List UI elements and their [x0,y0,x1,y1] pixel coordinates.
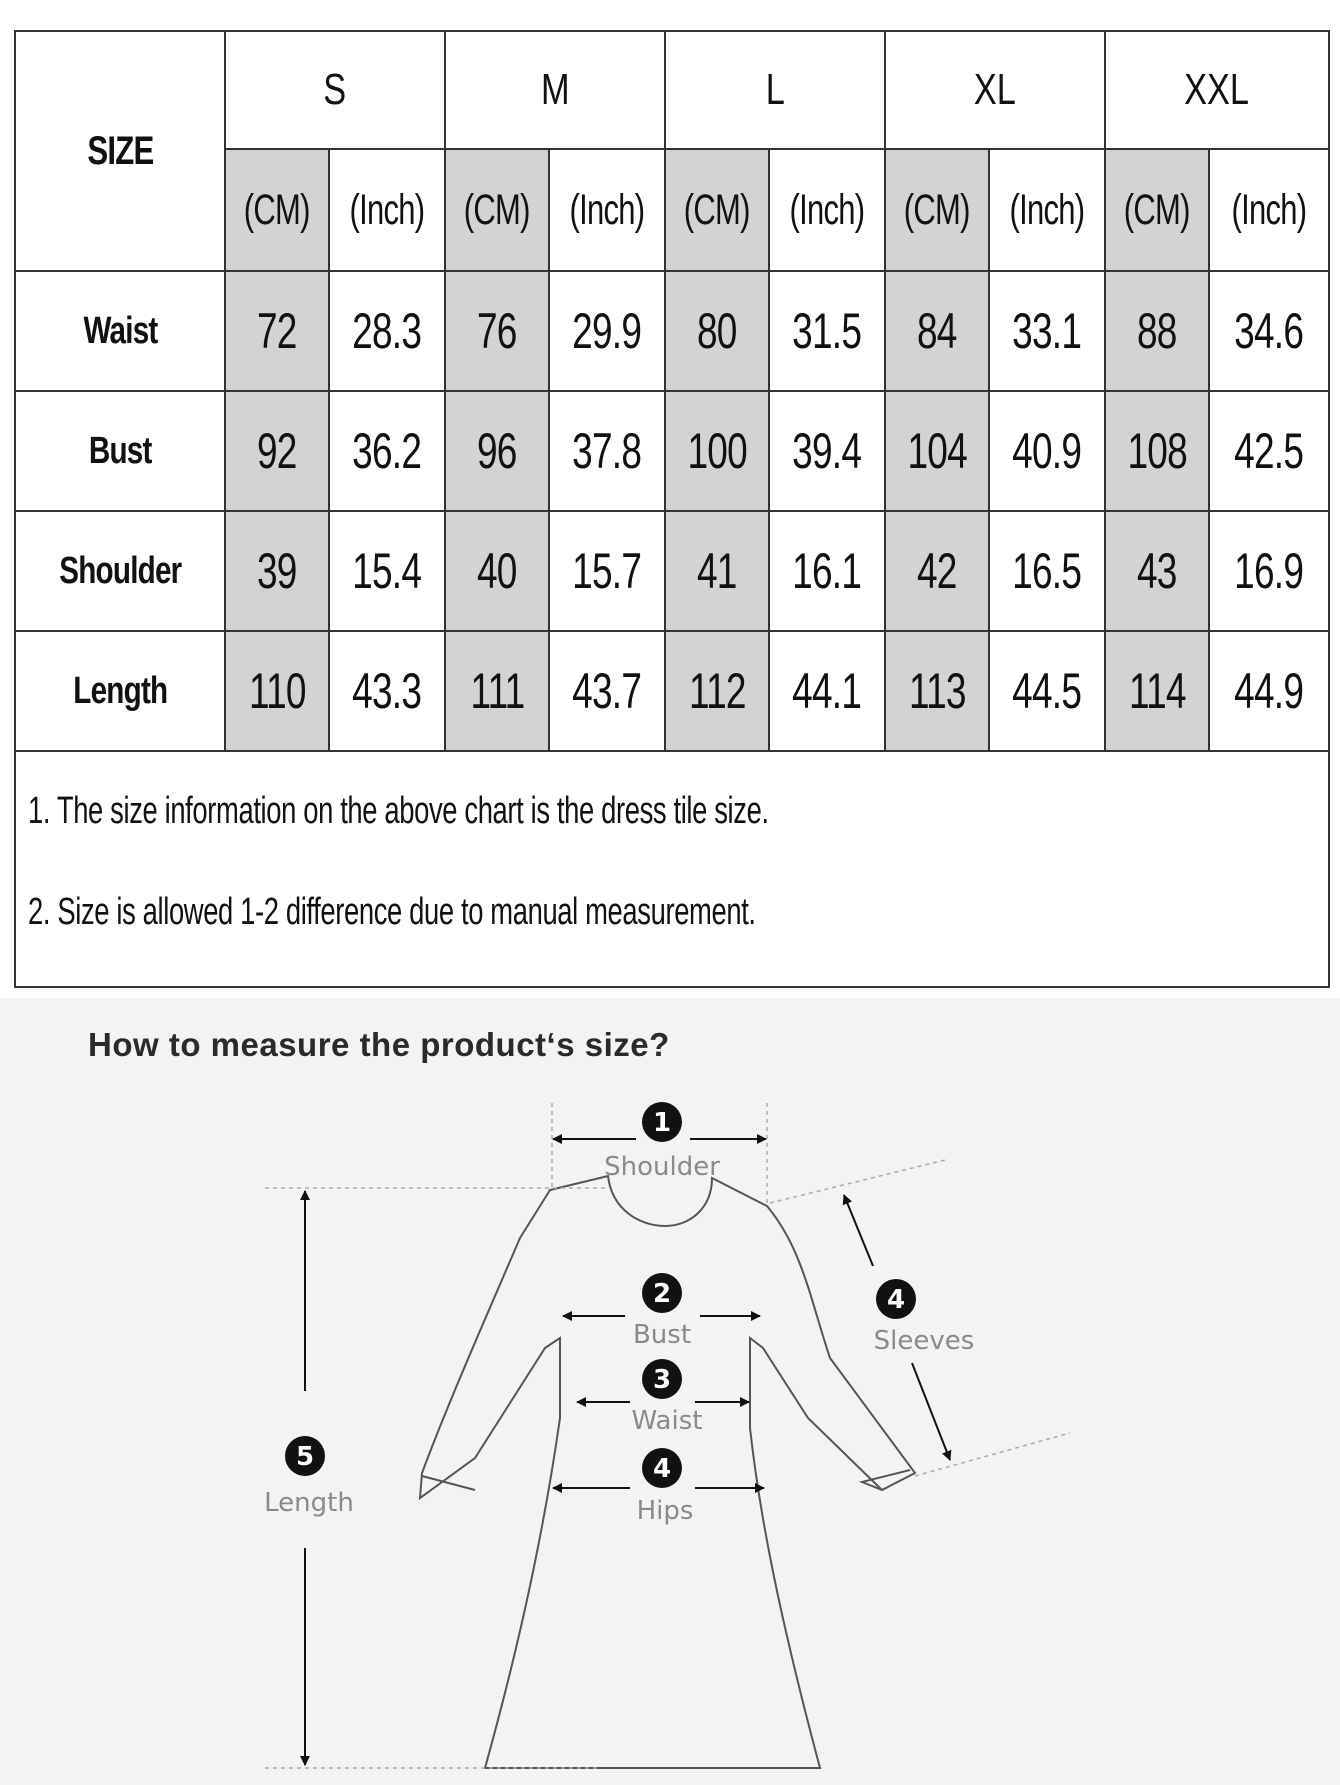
svg-text:5: 5 [295,1442,315,1472]
table-cell: 114 [1105,631,1209,751]
table-row-bust [15,391,1329,511]
unit-cm: (CM) [445,149,549,271]
table-cell: 92 [225,391,329,511]
table-cell: 16.5 [989,511,1105,631]
table-cell: 72 [225,271,329,391]
svg-text:2: 2 [652,1279,672,1309]
table-cell: 42 [885,511,989,631]
svg-text:4: 4 [886,1285,906,1315]
table-cell: 39 [225,511,329,631]
table-cell: 43 [1105,511,1209,631]
waist-marker [632,1359,703,1436]
table-cell: 104 [885,391,989,511]
row-label-cell: Shoulder [15,511,225,631]
unit-cm: (CM) [665,149,769,271]
unit-cm: (CM) [885,149,989,271]
svg-text:Waist: Waist [631,1406,703,1436]
size-header-s: S [225,31,445,149]
size-corner-label: SIZE [86,128,154,173]
table-cell: 43.7 [549,631,665,751]
size-header-xl: XL [885,31,1105,149]
row-label-cell: Length [15,631,225,751]
table-cell: 110 [225,631,329,751]
size-header-row [15,31,1329,149]
table-cell: 40.9 [989,391,1105,511]
svg-text:Length: Length [264,1488,354,1518]
table-row-shoulder [15,511,1329,631]
svg-text:Sleeves: Sleeves [873,1326,975,1356]
table-cell: 34.6 [1209,271,1329,391]
table-cell: 41 [665,511,769,631]
table-cell: 76 [445,271,549,391]
table-cell: 16.1 [769,511,885,631]
table-cell: 40 [445,511,549,631]
measure-guide-panel [0,998,1340,1785]
size-header-l: L [665,31,885,149]
table-cell: 44.5 [989,631,1105,751]
measure-guide-title: How to measure the product‘s size? [88,1026,670,1063]
unit-inch: (Inch) [1209,149,1329,271]
notes-cell [15,751,1329,987]
svg-text:4: 4 [652,1454,672,1484]
svg-text:1: 1 [652,1108,672,1138]
table-cell: 15.7 [549,511,665,631]
table-cell: 113 [885,631,989,751]
table-cell: 108 [1105,391,1209,511]
sleeves-marker [874,1279,975,1356]
table-cell: 29.9 [549,271,665,391]
table-cell: 33.1 [989,271,1105,391]
table-cell: 28.3 [329,271,445,391]
size-header-m: M [445,31,665,149]
size-header-xxl: XXL [1105,31,1329,149]
table-cell: 44.1 [769,631,885,751]
table-cell: 43.3 [329,631,445,751]
row-label-cell: Bust [15,391,225,511]
size-chart [14,30,1328,988]
table-cell: 111 [445,631,549,751]
table-cell: 15.4 [329,511,445,631]
size-table [14,30,1330,988]
svg-text:Hips: Hips [636,1496,694,1526]
unit-cm: (CM) [1105,149,1209,271]
table-cell: 36.2 [329,391,445,511]
size-corner-cell [15,31,225,271]
svg-text:Shoulder: Shoulder [604,1152,720,1182]
unit-inch: (Inch) [329,149,445,271]
table-cell: 44.9 [1209,631,1329,751]
table-row-length [15,631,1329,751]
table-cell: 16.9 [1209,511,1329,631]
unit-cm: (CM) [225,149,329,271]
row-label-cell: Waist [15,271,225,391]
svg-text:Bust: Bust [632,1320,692,1350]
table-cell: 80 [665,271,769,391]
shoulder-marker [604,1102,720,1182]
dress-diagram [0,998,1340,1785]
svg-text:3: 3 [652,1365,672,1395]
table-cell: 100 [665,391,769,511]
table-cell: 112 [665,631,769,751]
hips-marker [637,1448,694,1526]
unit-inch: (Inch) [549,149,665,271]
table-cell: 42.5 [1209,391,1329,511]
notes-row [15,751,1329,987]
table-cell: 39.4 [769,391,885,511]
note-2: 2. Size is allowed 1-2 difference due to manual measurement. [28,891,756,933]
table-row-waist [15,271,1329,391]
table-cell: 31.5 [769,271,885,391]
measure-arrows [305,1139,950,1765]
length-marker [264,1436,354,1518]
note-1: 1. The size information on the above chart is the dress tile size. [28,790,769,832]
table-cell: 88 [1105,271,1209,391]
unit-inch: (Inch) [989,149,1105,271]
bust-marker [633,1273,691,1350]
table-cell: 84 [885,271,989,391]
unit-inch: (Inch) [769,149,885,271]
table-cell: 96 [445,391,549,511]
table-cell: 37.8 [549,391,665,511]
